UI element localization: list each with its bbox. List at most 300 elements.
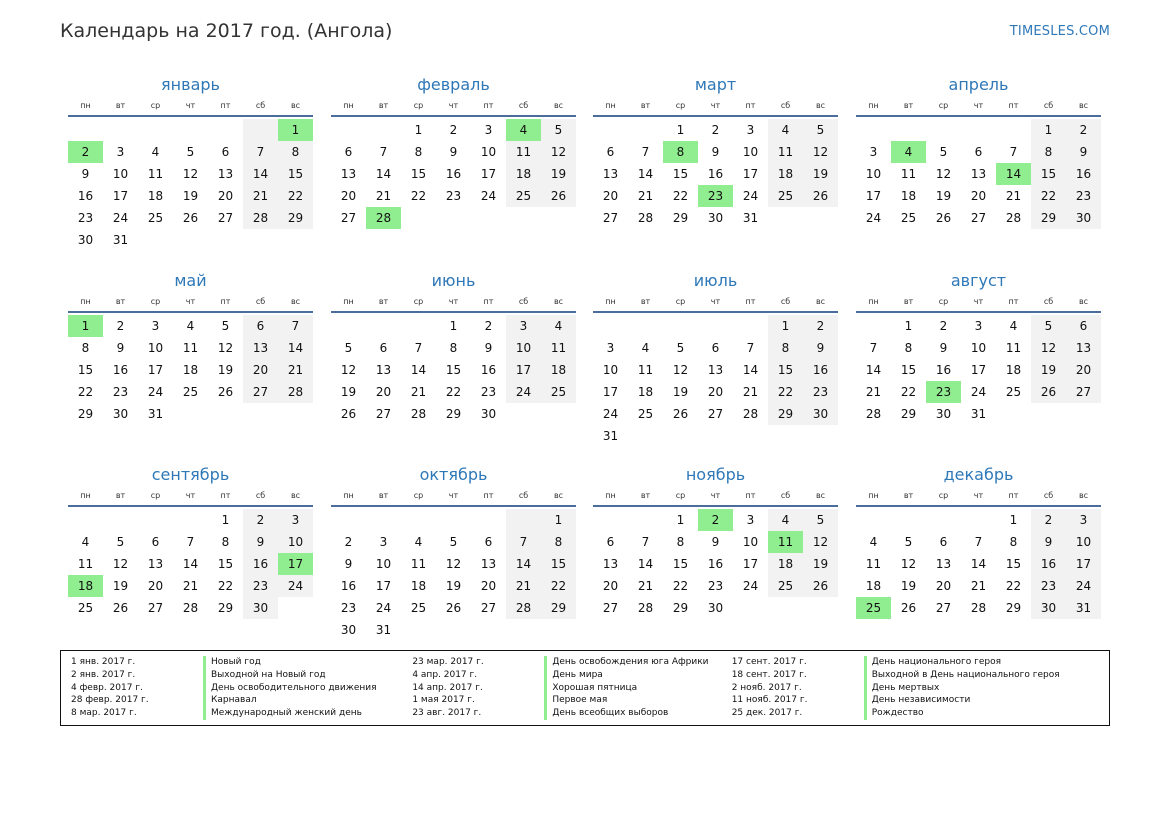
empty-cell bbox=[138, 509, 173, 531]
day-cell: 18 bbox=[182, 363, 199, 377]
day-cell: 31 bbox=[112, 233, 129, 247]
day-cell: 5 bbox=[676, 341, 685, 355]
day-cell: 7 bbox=[186, 535, 195, 549]
empty-cell bbox=[471, 509, 506, 531]
day-cell: 14 bbox=[865, 363, 882, 377]
day-cell: 20 bbox=[375, 385, 392, 399]
day-cell: 1 bbox=[1031, 119, 1066, 141]
weekday-header bbox=[856, 295, 1101, 313]
weekday-header bbox=[331, 99, 576, 117]
empty-cell bbox=[961, 509, 996, 531]
day-cell: 13 bbox=[340, 167, 357, 181]
day-cell: 14 bbox=[637, 167, 654, 181]
day-cell: 27 bbox=[480, 601, 497, 615]
day-cell: 28 bbox=[243, 207, 278, 229]
day-cell: 23 bbox=[77, 211, 94, 225]
day-cell: 17 bbox=[506, 359, 541, 381]
weekday-header bbox=[856, 489, 1101, 507]
empty-cell bbox=[68, 119, 103, 141]
weekday-label: ср bbox=[413, 101, 424, 110]
day-cell: 24 bbox=[742, 579, 759, 593]
weekday-label: пн bbox=[605, 101, 616, 110]
empty-cell bbox=[628, 119, 663, 141]
day-cell: 6 bbox=[484, 535, 493, 549]
day-cell: 18 bbox=[768, 163, 803, 185]
empty-cell bbox=[366, 119, 401, 141]
day-cell: 3 bbox=[116, 145, 125, 159]
day-cell: 11 bbox=[410, 557, 427, 571]
day-cell: 6 bbox=[243, 315, 278, 337]
day-cell: 12 bbox=[541, 141, 576, 163]
day-cell: 9 bbox=[711, 535, 720, 549]
day-cell: 14 bbox=[637, 557, 654, 571]
day-cell: 6 bbox=[151, 535, 160, 549]
weekday-label: пт bbox=[220, 101, 231, 110]
day-cell: 17 bbox=[742, 167, 759, 181]
day-cell: 3 bbox=[1066, 509, 1101, 531]
day-cell: 4 bbox=[151, 145, 160, 159]
month-block bbox=[68, 74, 313, 251]
empty-cell bbox=[891, 119, 926, 141]
day-grid bbox=[68, 119, 313, 251]
day-cell: 1 bbox=[541, 509, 576, 531]
day-cell: 1 bbox=[768, 315, 803, 337]
day-cell: 22 bbox=[278, 185, 313, 207]
day-cell: 22 bbox=[410, 189, 427, 203]
weekday-label: ср bbox=[675, 491, 686, 500]
day-cell: 8 bbox=[676, 535, 685, 549]
day-cell: 29 bbox=[1031, 207, 1066, 229]
day-cell: 21 bbox=[278, 359, 313, 381]
day-cell: 7 bbox=[746, 341, 755, 355]
day-cell: 21 bbox=[637, 579, 654, 593]
day-cell: 15 bbox=[541, 553, 576, 575]
day-cell: 14 bbox=[243, 163, 278, 185]
day-cell: 12 bbox=[112, 557, 129, 571]
legend-column bbox=[412, 656, 731, 720]
day-cell: 17 bbox=[112, 189, 129, 203]
day-cell: 5 bbox=[116, 535, 125, 549]
empty-cell bbox=[68, 509, 103, 531]
day-cell: 16 bbox=[707, 167, 724, 181]
day-cell: 23 bbox=[707, 579, 724, 593]
day-cell: 23 bbox=[480, 385, 497, 399]
day-cell: 12 bbox=[803, 531, 838, 553]
day-cell: 31 bbox=[742, 211, 759, 225]
weekday-label: пн bbox=[343, 491, 354, 500]
day-cell: 11 bbox=[147, 167, 164, 181]
day-cell: 10 bbox=[375, 557, 392, 571]
day-cell: 1 bbox=[1009, 513, 1018, 527]
legend-holiday-name: Первое мая bbox=[544, 694, 731, 707]
day-grid bbox=[331, 509, 576, 641]
month-block bbox=[593, 464, 838, 619]
day-cell: 21 bbox=[182, 579, 199, 593]
day-cell: 26 bbox=[672, 407, 689, 421]
weekday-header bbox=[593, 295, 838, 313]
day-cell: 27 bbox=[340, 211, 357, 225]
weekday-label: чт bbox=[710, 491, 721, 500]
day-cell: 18 bbox=[900, 189, 917, 203]
empty-cell bbox=[593, 315, 628, 337]
legend-date: 1 янв. 2017 г. bbox=[71, 657, 136, 667]
day-grid bbox=[856, 315, 1101, 425]
day-cell: 17 bbox=[375, 579, 392, 593]
weekday-label: чт bbox=[973, 297, 984, 306]
day-cell: 17 bbox=[602, 385, 619, 399]
weekday-label: сб bbox=[518, 101, 529, 110]
day-cell: 1 bbox=[676, 513, 685, 527]
day-cell: 21 bbox=[410, 385, 427, 399]
weekday-label: пт bbox=[483, 297, 494, 306]
day-cell: 15 bbox=[900, 363, 917, 377]
day-cell: 12 bbox=[803, 141, 838, 163]
legend-date: 14 апр. 2017 г. bbox=[412, 682, 483, 693]
day-cell: 27 bbox=[707, 407, 724, 421]
holiday-day-cell: 1 bbox=[68, 315, 103, 337]
day-cell: 1 bbox=[221, 513, 230, 527]
weekday-label: пн bbox=[343, 101, 354, 110]
day-cell: 23 bbox=[445, 189, 462, 203]
day-cell: 14 bbox=[278, 337, 313, 359]
day-cell: 26 bbox=[803, 575, 838, 597]
day-cell: 7 bbox=[1009, 145, 1018, 159]
day-cell: 13 bbox=[480, 557, 497, 571]
day-cell: 9 bbox=[484, 341, 493, 355]
legend-holiday-name: День мертвых bbox=[864, 682, 1099, 695]
day-cell: 20 bbox=[480, 579, 497, 593]
day-cell: 31 bbox=[970, 407, 987, 421]
weekday-label: чт bbox=[973, 491, 984, 500]
day-cell: 4 bbox=[869, 535, 878, 549]
weekday-label: чт bbox=[710, 297, 721, 306]
day-cell: 2 bbox=[803, 315, 838, 337]
legend-holiday-name: Международный женский день bbox=[203, 707, 412, 720]
day-cell: 13 bbox=[1066, 337, 1101, 359]
empty-cell bbox=[663, 315, 698, 337]
day-cell: 7 bbox=[641, 535, 650, 549]
day-cell: 17 bbox=[1066, 553, 1101, 575]
weekday-label: сб bbox=[518, 297, 529, 306]
day-cell: 28 bbox=[1005, 211, 1022, 225]
weekday-label: вс bbox=[290, 491, 301, 500]
day-cell: 11 bbox=[768, 141, 803, 163]
day-cell: 25 bbox=[1005, 385, 1022, 399]
day-cell: 5 bbox=[803, 119, 838, 141]
day-cell: 24 bbox=[865, 211, 882, 225]
day-cell: 14 bbox=[506, 553, 541, 575]
legend-date: 4 апр. 2017 г. bbox=[412, 669, 478, 680]
day-cell: 16 bbox=[112, 363, 129, 377]
day-cell: 21 bbox=[742, 385, 759, 399]
legend-date: 23 авг. 2017 г. bbox=[412, 708, 482, 719]
day-cell: 25 bbox=[410, 601, 427, 615]
day-cell: 16 bbox=[1066, 163, 1101, 185]
weekday-label: вт bbox=[640, 101, 651, 110]
day-cell: 10 bbox=[970, 341, 987, 355]
day-cell: 13 bbox=[970, 167, 987, 181]
day-cell: 11 bbox=[865, 557, 882, 571]
weekday-label: пт bbox=[483, 491, 494, 500]
day-cell: 19 bbox=[541, 163, 576, 185]
weekday-label: ср bbox=[675, 297, 686, 306]
month-block bbox=[68, 464, 313, 619]
holiday-day-cell: 17 bbox=[278, 553, 313, 575]
month-name: август bbox=[950, 271, 1007, 290]
day-cell: 10 bbox=[742, 535, 759, 549]
day-cell: 1 bbox=[414, 123, 423, 137]
weekday-label: вт bbox=[903, 101, 914, 110]
day-cell: 17 bbox=[865, 189, 882, 203]
day-cell: 3 bbox=[606, 341, 615, 355]
day-cell: 6 bbox=[344, 145, 353, 159]
day-cell: 3 bbox=[379, 535, 388, 549]
day-cell: 19 bbox=[182, 189, 199, 203]
day-cell: 11 bbox=[900, 167, 917, 181]
day-cell: 2 bbox=[1066, 119, 1101, 141]
month-block bbox=[331, 464, 576, 641]
legend-holiday-name: День освобождения юга Африки bbox=[544, 656, 731, 669]
day-cell: 6 bbox=[379, 341, 388, 355]
legend-column bbox=[732, 656, 1099, 720]
day-cell: 16 bbox=[707, 557, 724, 571]
legend-holiday-name: Выходной в День национального героя bbox=[864, 669, 1099, 682]
month-block bbox=[593, 74, 838, 229]
day-cell: 12 bbox=[340, 363, 357, 377]
day-cell: 25 bbox=[182, 385, 199, 399]
day-cell: 15 bbox=[672, 167, 689, 181]
day-cell: 10 bbox=[112, 167, 129, 181]
day-cell: 22 bbox=[77, 385, 94, 399]
day-cell: 22 bbox=[217, 579, 234, 593]
day-cell: 5 bbox=[541, 119, 576, 141]
day-cell: 25 bbox=[506, 185, 541, 207]
day-cell: 20 bbox=[602, 189, 619, 203]
day-cell: 29 bbox=[77, 407, 94, 421]
weekday-header bbox=[68, 99, 313, 117]
day-cell: 24 bbox=[147, 385, 164, 399]
legend-holiday-name: Выходной на Новый год bbox=[203, 669, 412, 682]
day-cell: 22 bbox=[768, 381, 803, 403]
day-cell: 24 bbox=[506, 381, 541, 403]
day-cell: 7 bbox=[414, 341, 423, 355]
weekday-label: пн bbox=[343, 297, 354, 306]
legend-holiday-name: Рождество bbox=[864, 707, 1099, 720]
weekday-label: вт bbox=[378, 491, 389, 500]
day-cell: 10 bbox=[1066, 531, 1101, 553]
day-cell: 23 bbox=[243, 575, 278, 597]
day-cell: 26 bbox=[182, 211, 199, 225]
day-cell: 3 bbox=[506, 315, 541, 337]
day-grid bbox=[856, 509, 1101, 619]
day-cell: 15 bbox=[768, 359, 803, 381]
day-cell: 12 bbox=[935, 167, 952, 181]
empty-cell bbox=[331, 509, 366, 531]
weekday-label: сб bbox=[1043, 491, 1054, 500]
day-cell: 26 bbox=[803, 185, 838, 207]
day-cell: 19 bbox=[340, 385, 357, 399]
weekday-header bbox=[68, 295, 313, 313]
empty-cell bbox=[628, 509, 663, 531]
empty-cell bbox=[243, 119, 278, 141]
day-cell: 22 bbox=[445, 385, 462, 399]
weekday-label: сб bbox=[518, 491, 529, 500]
legend-holiday-name: Хорошая пятница bbox=[544, 682, 731, 695]
empty-cell bbox=[138, 119, 173, 141]
day-cell: 25 bbox=[900, 211, 917, 225]
day-cell: 3 bbox=[746, 123, 755, 137]
day-cell: 25 bbox=[768, 575, 803, 597]
empty-cell bbox=[891, 509, 926, 531]
day-cell: 28 bbox=[637, 211, 654, 225]
day-cell: 31 bbox=[602, 429, 619, 443]
month-block bbox=[68, 270, 313, 425]
day-cell: 28 bbox=[410, 407, 427, 421]
day-cell: 22 bbox=[672, 189, 689, 203]
day-cell: 6 bbox=[974, 145, 983, 159]
day-cell: 2 bbox=[243, 509, 278, 531]
day-cell: 11 bbox=[77, 557, 94, 571]
day-cell: 22 bbox=[900, 385, 917, 399]
weekday-label: пн bbox=[868, 491, 879, 500]
legend-date: 2 нояб. 2017 г. bbox=[731, 682, 802, 693]
day-cell: 10 bbox=[278, 531, 313, 553]
day-cell: 29 bbox=[768, 403, 803, 425]
day-cell: 24 bbox=[375, 601, 392, 615]
weekday-label: вс bbox=[553, 101, 564, 110]
weekday-label: сб bbox=[255, 491, 266, 500]
weekday-label: вс bbox=[290, 101, 301, 110]
day-cell: 3 bbox=[746, 513, 755, 527]
day-cell: 13 bbox=[375, 363, 392, 377]
empty-cell bbox=[961, 119, 996, 141]
day-cell: 8 bbox=[1031, 141, 1066, 163]
day-cell: 8 bbox=[278, 141, 313, 163]
day-cell: 28 bbox=[970, 601, 987, 615]
day-cell: 5 bbox=[186, 145, 195, 159]
day-cell: 23 bbox=[1031, 575, 1066, 597]
page-title: Календарь на 2017 год. (Ангола) bbox=[60, 20, 393, 42]
day-cell: 17 bbox=[742, 557, 759, 571]
holiday-day-cell: 28 bbox=[366, 207, 401, 229]
weekday-label: пн bbox=[80, 491, 91, 500]
day-cell: 4 bbox=[1009, 319, 1018, 333]
day-cell: 4 bbox=[414, 535, 423, 549]
day-grid bbox=[593, 119, 838, 229]
day-cell: 13 bbox=[147, 557, 164, 571]
site-link[interactable]: TIMESLES.COM bbox=[1009, 24, 1110, 39]
weekday-label: пт bbox=[1008, 491, 1019, 500]
day-grid bbox=[856, 119, 1101, 229]
day-grid bbox=[593, 315, 838, 447]
weekday-label: ср bbox=[413, 491, 424, 500]
day-cell: 24 bbox=[278, 575, 313, 597]
day-cell: 24 bbox=[112, 211, 129, 225]
day-cell: 3 bbox=[974, 319, 983, 333]
legend-date: 1 мая 2017 г. bbox=[412, 695, 475, 706]
day-cell: 9 bbox=[1066, 141, 1101, 163]
day-cell: 12 bbox=[900, 557, 917, 571]
weekday-label: пн bbox=[80, 297, 91, 306]
weekday-label: сб bbox=[780, 297, 791, 306]
day-cell: 21 bbox=[506, 575, 541, 597]
day-cell: 5 bbox=[803, 509, 838, 531]
day-cell: 1 bbox=[904, 319, 913, 333]
day-cell: 16 bbox=[480, 363, 497, 377]
day-cell: 18 bbox=[1005, 363, 1022, 377]
day-cell: 3 bbox=[151, 319, 160, 333]
day-cell: 3 bbox=[278, 509, 313, 531]
day-cell: 6 bbox=[606, 535, 615, 549]
day-cell: 19 bbox=[1031, 359, 1066, 381]
empty-cell bbox=[926, 119, 961, 141]
holiday-day-cell: 1 bbox=[278, 119, 313, 141]
month-block bbox=[856, 464, 1101, 619]
weekday-label: чт bbox=[710, 101, 721, 110]
month-name: октябрь bbox=[419, 465, 488, 484]
day-cell: 30 bbox=[803, 403, 838, 425]
day-cell: 14 bbox=[970, 557, 987, 571]
day-cell: 2 bbox=[711, 123, 720, 137]
day-cell: 16 bbox=[1031, 553, 1066, 575]
empty-cell bbox=[331, 119, 366, 141]
empty-cell bbox=[173, 119, 208, 141]
legend-date: 2 янв. 2017 г. bbox=[71, 669, 136, 680]
day-cell: 2 bbox=[484, 319, 493, 333]
month-name: сентябрь bbox=[151, 465, 230, 484]
weekday-label: сб bbox=[1043, 101, 1054, 110]
day-cell: 9 bbox=[939, 341, 948, 355]
day-cell: 22 bbox=[672, 579, 689, 593]
day-cell: 1 bbox=[449, 319, 458, 333]
weekday-label: пн bbox=[605, 491, 616, 500]
day-cell: 19 bbox=[803, 553, 838, 575]
legend-column bbox=[71, 656, 412, 720]
day-cell: 22 bbox=[1031, 185, 1066, 207]
day-cell: 20 bbox=[243, 359, 278, 381]
day-cell: 21 bbox=[375, 189, 392, 203]
day-cell: 20 bbox=[1066, 359, 1101, 381]
weekday-label: чт bbox=[185, 101, 196, 110]
day-cell: 8 bbox=[221, 535, 230, 549]
day-cell: 18 bbox=[506, 163, 541, 185]
day-cell: 26 bbox=[541, 185, 576, 207]
weekday-label: пн bbox=[605, 297, 616, 306]
weekday-label: чт bbox=[448, 297, 459, 306]
day-cell: 9 bbox=[1031, 531, 1066, 553]
weekday-label: пт bbox=[220, 491, 231, 500]
weekday-label: пн bbox=[868, 101, 879, 110]
weekday-label: чт bbox=[185, 297, 196, 306]
day-cell: 13 bbox=[243, 337, 278, 359]
month-name: ноябрь bbox=[685, 465, 746, 484]
day-cell: 6 bbox=[711, 341, 720, 355]
weekday-label: вс bbox=[290, 297, 301, 306]
holiday-day-cell: 2 bbox=[68, 141, 103, 163]
legend-date: 4 февр. 2017 г. bbox=[71, 682, 143, 693]
day-cell: 8 bbox=[1009, 535, 1018, 549]
day-cell: 2 bbox=[344, 535, 353, 549]
day-cell: 8 bbox=[81, 341, 90, 355]
month-name: июнь bbox=[431, 271, 476, 290]
day-cell: 10 bbox=[480, 145, 497, 159]
weekday-label: пт bbox=[745, 491, 756, 500]
legend-date: 23 мар. 2017 г. bbox=[412, 657, 484, 667]
holiday-day-cell: 2 bbox=[698, 509, 733, 531]
day-cell: 20 bbox=[602, 579, 619, 593]
month-name: май bbox=[174, 271, 207, 290]
day-cell: 12 bbox=[445, 557, 462, 571]
